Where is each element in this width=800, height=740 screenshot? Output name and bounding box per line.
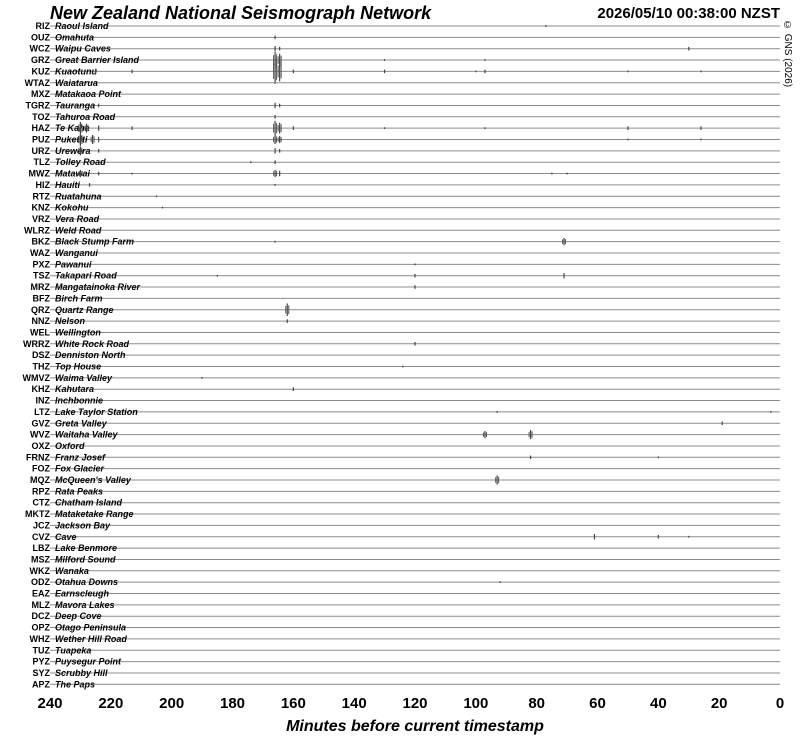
station-name: Matawai bbox=[55, 168, 91, 179]
station-name: Kuaotunu bbox=[55, 66, 97, 77]
station-name: Denniston North bbox=[55, 350, 126, 361]
station-name: Mangatainoka River bbox=[55, 282, 141, 293]
station-code: GRZ bbox=[31, 55, 50, 66]
x-tick-label: 160 bbox=[280, 695, 306, 712]
page-title: New Zealand National Seismograph Network bbox=[50, 3, 432, 23]
station-code: DSZ bbox=[32, 350, 50, 361]
station-code: BFZ bbox=[32, 293, 50, 304]
station-code: APZ bbox=[32, 679, 50, 690]
station-name: Scrubby Hill bbox=[55, 667, 108, 678]
station-name: Lake Benmore bbox=[55, 543, 118, 554]
station-name: Takapari Road bbox=[55, 270, 117, 281]
station-code: JCZ bbox=[32, 520, 50, 531]
station-name: Weld Road bbox=[55, 225, 102, 236]
station-code: RIZ bbox=[35, 21, 50, 31]
station-name: Lake Taylor Station bbox=[55, 406, 138, 417]
station-name: Puysegur Point bbox=[55, 656, 122, 667]
station-name: Mataketake Range bbox=[55, 509, 134, 520]
station-code: MLZ bbox=[31, 599, 50, 610]
station-name: Nelson bbox=[55, 316, 86, 327]
station-code: WRRZ bbox=[23, 338, 50, 349]
station-name: Earnscleugh bbox=[55, 588, 110, 599]
station-name: Black Stump Farm bbox=[55, 236, 135, 247]
station-name: Ruatahuna bbox=[55, 191, 102, 202]
station-code: THZ bbox=[32, 361, 50, 372]
station-name: Rata Peaks bbox=[55, 486, 104, 497]
station-code: OUZ bbox=[31, 32, 50, 43]
station-code: FOZ bbox=[32, 463, 50, 474]
station-code: WAZ bbox=[30, 248, 50, 258]
station-code: KHZ bbox=[31, 384, 50, 395]
station-name: Waiatarua bbox=[55, 77, 98, 88]
station-code: ODZ bbox=[31, 577, 50, 588]
station-name: Oxford bbox=[55, 440, 85, 451]
station-code: RPZ bbox=[32, 486, 50, 497]
station-code: HIZ bbox=[35, 179, 50, 190]
station-name: Mavora Lakes bbox=[55, 599, 115, 610]
station-name: Waima Valley bbox=[55, 372, 113, 383]
station-code: PXZ bbox=[32, 259, 50, 270]
station-name: Deep Cove bbox=[55, 611, 102, 622]
station-name: Hauiti bbox=[55, 179, 81, 190]
station-code: TSZ bbox=[33, 270, 50, 281]
x-tick-label: 80 bbox=[528, 695, 546, 712]
station-name: Tuapeka bbox=[55, 645, 92, 656]
station-name: Wellington bbox=[55, 327, 101, 338]
station-code: PUZ bbox=[32, 134, 50, 145]
station-name: Inchbonnie bbox=[55, 395, 103, 406]
station-name: Tahuroa Road bbox=[55, 111, 116, 122]
station-name: Quartz Range bbox=[55, 304, 114, 315]
station-code: WEL bbox=[30, 327, 50, 338]
x-tick-label: 20 bbox=[710, 695, 728, 712]
station-name: Birch Farm bbox=[55, 293, 103, 304]
station-name: Otago Peninsula bbox=[55, 622, 127, 633]
station-code: QRZ bbox=[31, 304, 50, 315]
station-code: LBZ bbox=[32, 543, 50, 554]
station-code: MKTZ bbox=[25, 509, 50, 520]
station-code: PYZ bbox=[32, 656, 50, 667]
station-name: Urewera bbox=[55, 145, 91, 156]
station-code: FRNZ bbox=[26, 452, 50, 463]
x-tick-label: 40 bbox=[649, 695, 667, 712]
station-code: OXZ bbox=[31, 440, 50, 451]
x-tick-label: 240 bbox=[37, 695, 63, 712]
station-code: KNZ bbox=[31, 202, 50, 213]
station-name: Wanganui bbox=[55, 248, 98, 258]
station-name: Jackson Bay bbox=[55, 520, 111, 531]
station-code: OPZ bbox=[31, 622, 50, 633]
station-code: TOZ bbox=[32, 111, 50, 122]
station-code: GVZ bbox=[31, 418, 50, 429]
station-name: Fox Glacier bbox=[55, 463, 105, 474]
station-name: Vera Road bbox=[55, 213, 100, 224]
station-name: Matakaoa Point bbox=[55, 89, 122, 100]
station-code: MSZ bbox=[31, 554, 50, 565]
station-name: Waipu Caves bbox=[55, 43, 111, 54]
station-name: Tolley Road bbox=[55, 157, 106, 168]
station-code: MQZ bbox=[30, 475, 50, 485]
x-tick-label: 100 bbox=[463, 695, 489, 712]
station-code: RTZ bbox=[32, 191, 50, 202]
station-code: VRZ bbox=[32, 213, 50, 224]
station-code: NNZ bbox=[31, 316, 50, 327]
x-tick-label: 180 bbox=[219, 695, 246, 712]
station-name: Wether Hill Road bbox=[55, 633, 127, 644]
x-tick-label: 220 bbox=[98, 695, 124, 712]
station-code: EAZ bbox=[32, 588, 50, 599]
station-code: URZ bbox=[31, 145, 50, 156]
station-code: LTZ bbox=[34, 406, 50, 417]
station-code: TUZ bbox=[32, 645, 50, 656]
station-name: Tauranga bbox=[55, 100, 96, 111]
station-code: HAZ bbox=[31, 123, 50, 134]
station-name: Kahutara bbox=[55, 384, 95, 395]
timestamp: 2026/05/10 00:38:00 NZST bbox=[597, 5, 780, 22]
station-code: CVZ bbox=[32, 531, 50, 542]
station-name: Top House bbox=[55, 361, 102, 372]
station-name: Milford Sound bbox=[55, 554, 116, 565]
x-tick-label: 120 bbox=[402, 695, 428, 712]
station-code: WLRZ bbox=[24, 225, 50, 236]
x-tick-label: 0 bbox=[775, 695, 785, 712]
station-name: The Paps bbox=[55, 679, 96, 690]
station-code: CTZ bbox=[32, 497, 50, 508]
station-code: WHZ bbox=[29, 633, 50, 644]
station-name: Greta Valley bbox=[55, 418, 107, 429]
station-code: WMVZ bbox=[22, 372, 50, 383]
station-code: WCZ bbox=[29, 43, 50, 54]
station-code: SYZ bbox=[32, 667, 50, 678]
station-code: BKZ bbox=[31, 236, 50, 247]
copyright-notice: © GNS (2026) bbox=[782, 20, 793, 88]
station-code: DCZ bbox=[31, 611, 50, 622]
station-name: Puketiti bbox=[55, 134, 88, 145]
station-name: White Rock Road bbox=[55, 338, 130, 349]
station-name: Cave bbox=[55, 531, 77, 542]
station-code: WVZ bbox=[30, 429, 50, 440]
station-name: Omahuta bbox=[55, 32, 95, 43]
station-name: Waitaha Valley bbox=[55, 429, 118, 440]
station-code: WKZ bbox=[29, 565, 50, 576]
x-tick-label: 60 bbox=[589, 695, 606, 712]
station-name: Franz Josef bbox=[55, 452, 106, 463]
station-name: Otahua Downs bbox=[55, 577, 119, 588]
station-code: WTAZ bbox=[24, 77, 50, 88]
station-name: Raoul Island bbox=[55, 21, 109, 31]
station-code: INZ bbox=[35, 395, 50, 406]
x-tick-label: 200 bbox=[159, 695, 185, 712]
station-name: Wanaka bbox=[55, 565, 89, 576]
station-name: Chatham Island bbox=[55, 497, 123, 508]
station-name: Kokohu bbox=[55, 202, 89, 213]
station-name: McQueen's Valley bbox=[55, 475, 131, 485]
station-code: TLZ bbox=[33, 157, 50, 168]
station-code: MRZ bbox=[30, 282, 50, 293]
station-code: MWZ bbox=[28, 168, 50, 179]
station-name: Pawanui bbox=[55, 259, 92, 270]
station-name: Great Barrier Island bbox=[55, 55, 140, 66]
station-code: MXZ bbox=[31, 89, 50, 100]
station-code: TGRZ bbox=[25, 100, 50, 111]
x-axis-label: Minutes before current timestamp bbox=[286, 718, 544, 735]
station-name: Te Kaha bbox=[55, 123, 90, 134]
x-tick-label: 140 bbox=[341, 695, 367, 712]
station-code: KUZ bbox=[31, 66, 50, 77]
